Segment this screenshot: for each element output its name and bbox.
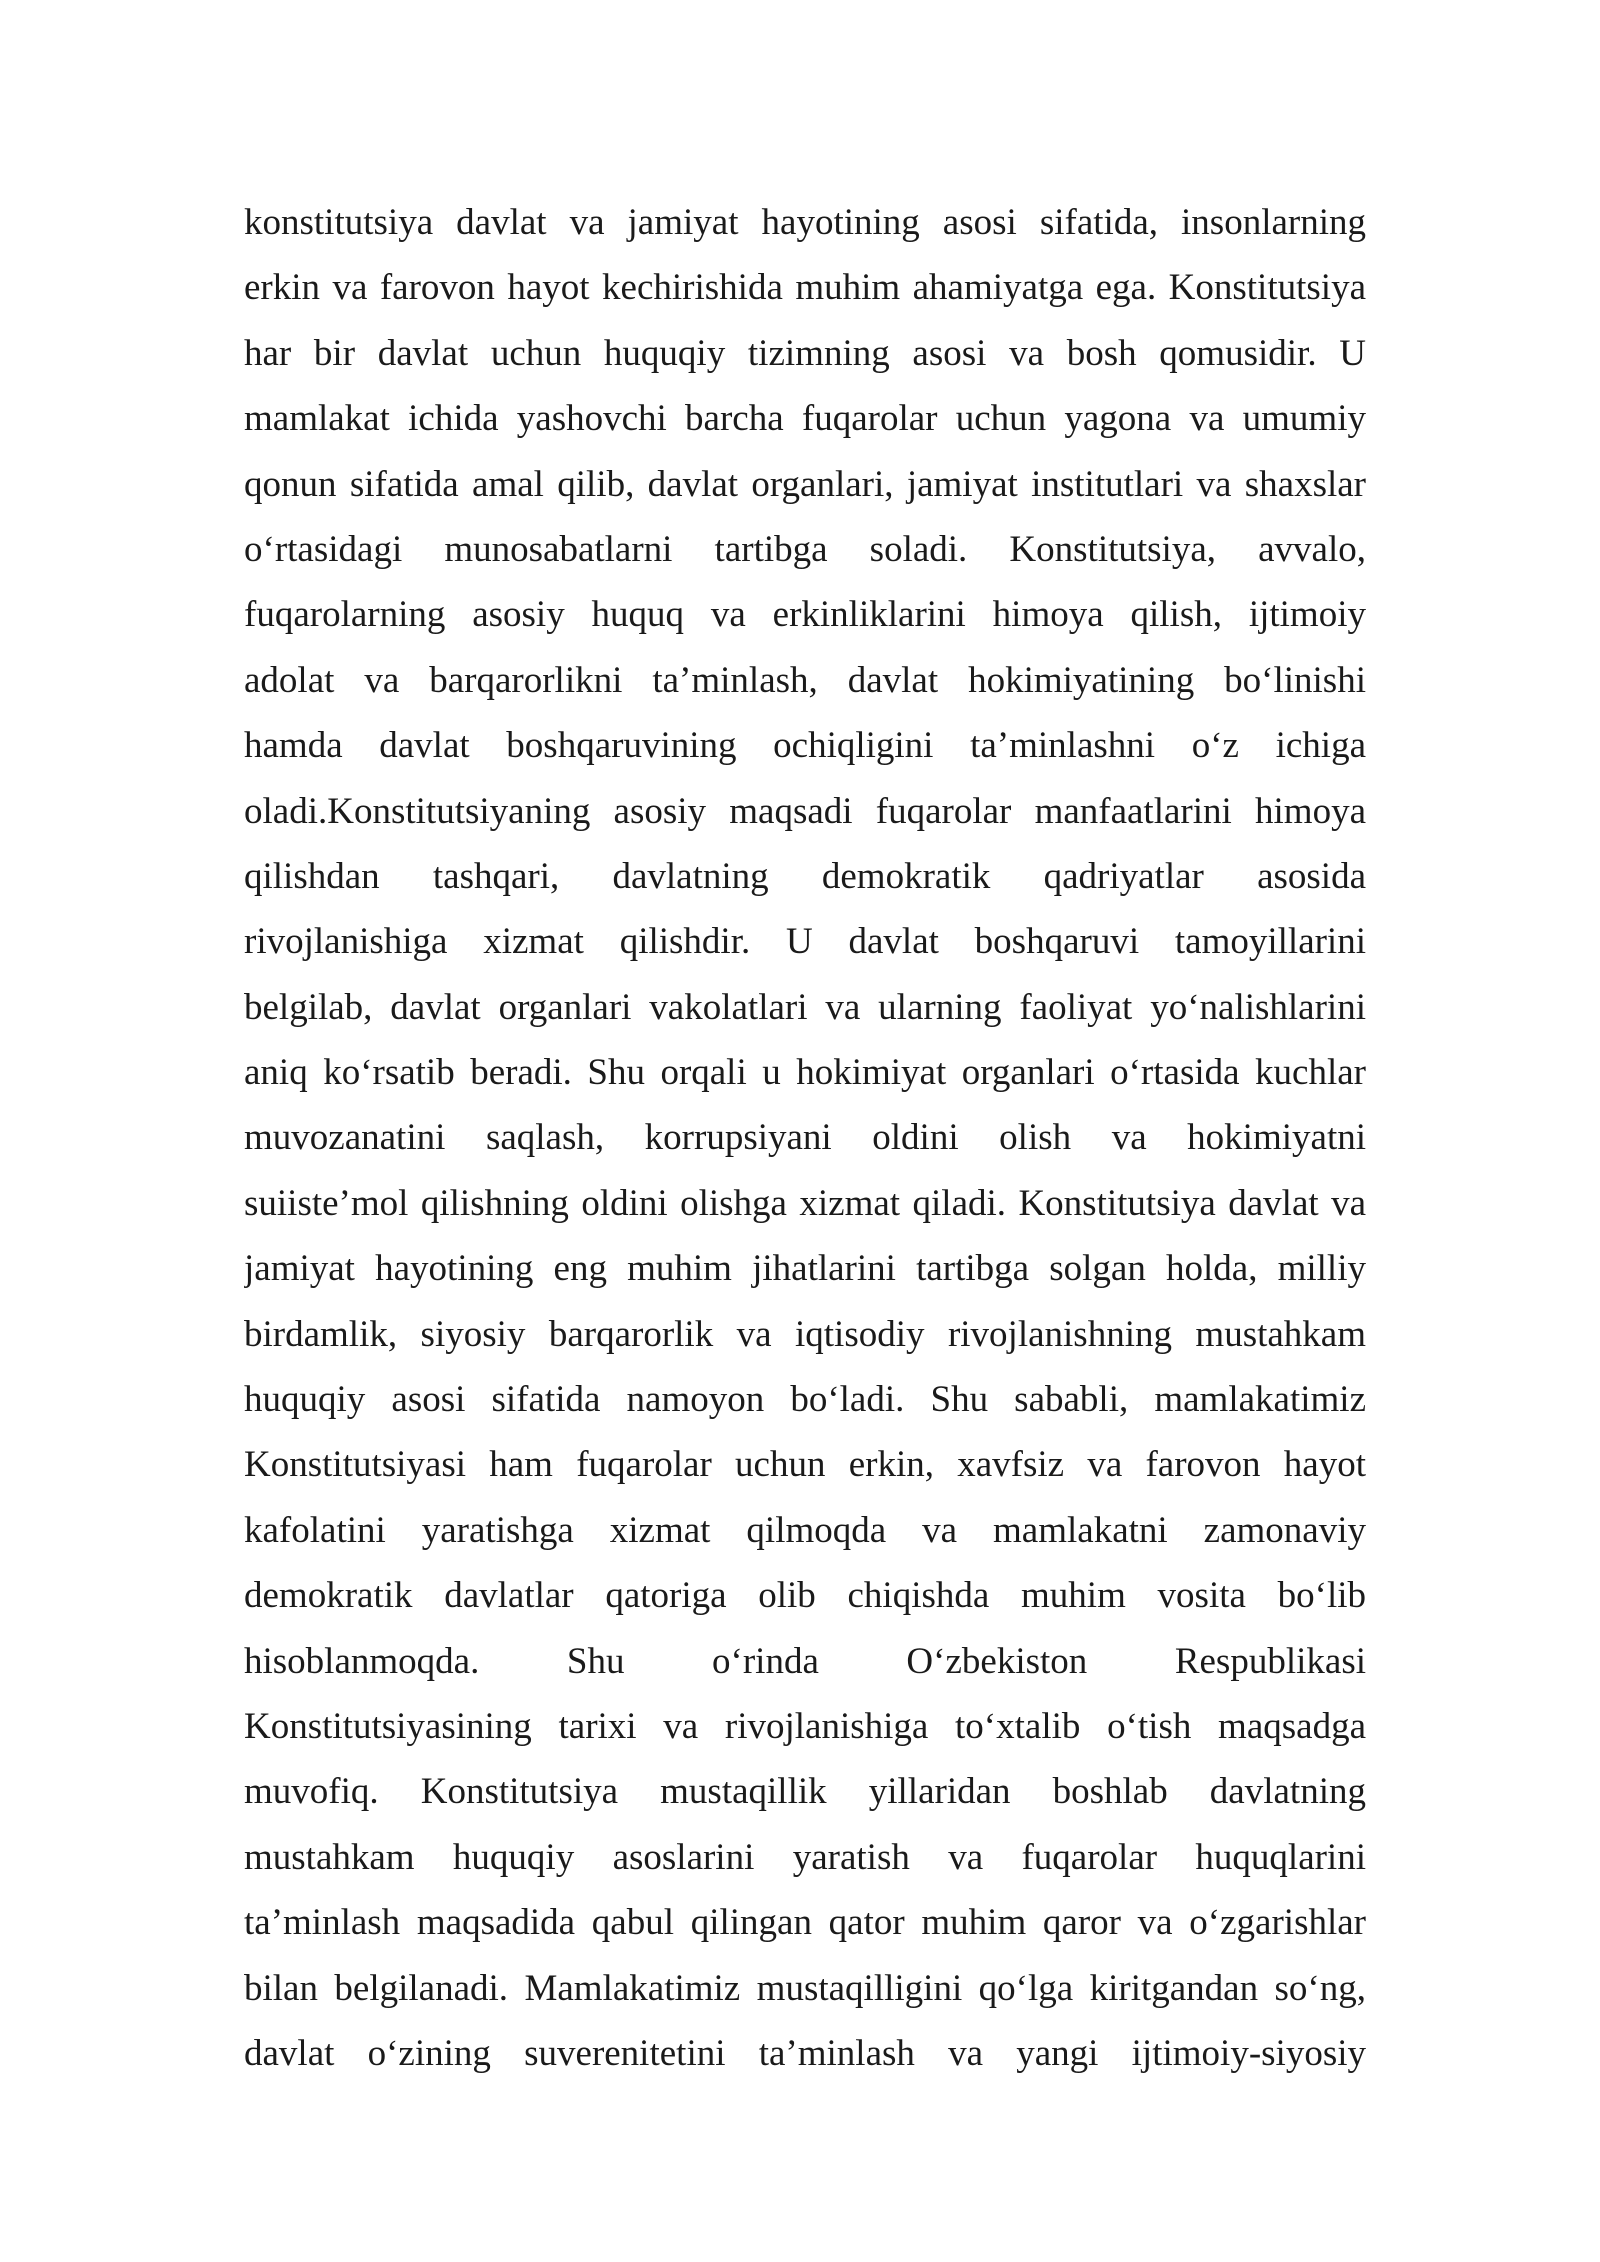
text-line: birdamlik, siyosiy barqarorlik va iqtisodiy rivojlanishning mustahkam bbox=[244, 1313, 1366, 1355]
text-line: bilan belgilanadi. Mamlakatimiz mustaqilligini qo‘lga kiritgandan so‘ng, bbox=[244, 1967, 1366, 2009]
text-line: har bir davlat uchun huquqiy tizimning asosi va bosh qomusidir. U bbox=[244, 332, 1366, 374]
text-line: suiiste’mol qilishning oldini olishga xizmat qiladi. Konstitutsiya davlat va bbox=[244, 1182, 1366, 1224]
text-line: muvozanatini saqlash, korrupsiyani oldini olish va hokimiyatni bbox=[244, 1117, 1366, 1159]
text-line: o‘rtasidagi munosabatlarni tartibga soladi. Konstitutsiya, avvalo, bbox=[244, 528, 1366, 570]
text-line: davlat o‘zining suverenitetini ta’minlash va yangi ijtimoiy-siyosiy bbox=[244, 2032, 1366, 2074]
text-line: qilishdan tashqari, davlatning demokratik qadriyatlar asosida bbox=[244, 855, 1366, 897]
text-line: mustahkam huquqiy asoslarini yaratish va fuqarolar huquqlarini bbox=[244, 1836, 1366, 1878]
text-line: aniq ko‘rsatib beradi. Shu orqali u hokimiyat organlari o‘rtasida kuchlar bbox=[244, 1052, 1366, 1094]
text-line: fuqarolarning asosiy huquq va erkinliklarini himoya qilish, ijtimoiy bbox=[244, 594, 1366, 636]
text-line: demokratik davlatlar qatoriga olib chiqishda muhim vosita bo‘lib bbox=[244, 1575, 1366, 1617]
text-line: ta’minlash maqsadida qabul qilingan qator muhim qaror va o‘zgarishlar bbox=[244, 1902, 1366, 1944]
text-line: erkin va farovon hayot kechirishida muhim ahamiyatga ega. Konstitutsiya bbox=[244, 267, 1366, 309]
text-line: huquqiy asosi sifatida namoyon bo‘ladi. Shu sababli, mamlakatimiz bbox=[244, 1379, 1366, 1421]
text-line: belgilab, davlat organlari vakolatlari va ularning faoliyat yo‘nalishlarini bbox=[244, 986, 1366, 1028]
text-line: Konstitutsiyasi ham fuqarolar uchun erkin, xavfsiz va farovon hayot bbox=[244, 1444, 1366, 1486]
text-line: kafolatini yaratishga xizmat qilmoqda va mamlakatni zamonaviy bbox=[244, 1509, 1366, 1551]
text-line: muvofiq. Konstitutsiya mustaqillik yillaridan boshlab davlatning bbox=[244, 1771, 1366, 1813]
text-line: rivojlanishiga xizmat qilishdir. U davlat boshqaruvi tamoyillarini bbox=[244, 921, 1366, 963]
text-line: oladi.Konstitutsiyaning asosiy maqsadi fuqarolar manfaatlarini himoya bbox=[244, 790, 1366, 832]
text-line: hamda davlat boshqaruvining ochiqligini ta’minlashni o‘z ichiga bbox=[244, 725, 1366, 767]
text-line: jamiyat hayotining eng muhim jihatlarini tartibga solgan holda, milliy bbox=[244, 1248, 1366, 1290]
text-line: hisoblanmoqda. Shu o‘rinda O‘zbekiston Respublikasi bbox=[244, 1640, 1366, 1682]
body-paragraph bbox=[244, 190, 1366, 2086]
text-line: Konstitutsiyasining tarixi va rivojlanishiga to‘xtalib o‘tish maqsadga bbox=[244, 1705, 1366, 1747]
text-line: qonun sifatida amal qilib, davlat organlari, jamiyat institutlari va shaxslar bbox=[244, 463, 1366, 505]
text-line: konstitutsiya davlat va jamiyat hayotining asosi sifatida, insonlarning bbox=[244, 202, 1366, 243]
text-line: adolat va barqarorlikni ta’minlash, davlat hokimiyatining bo‘linishi bbox=[244, 659, 1366, 701]
text-line: mamlakat ichida yashovchi barcha fuqarolar uchun yagona va umumiy bbox=[244, 398, 1366, 440]
